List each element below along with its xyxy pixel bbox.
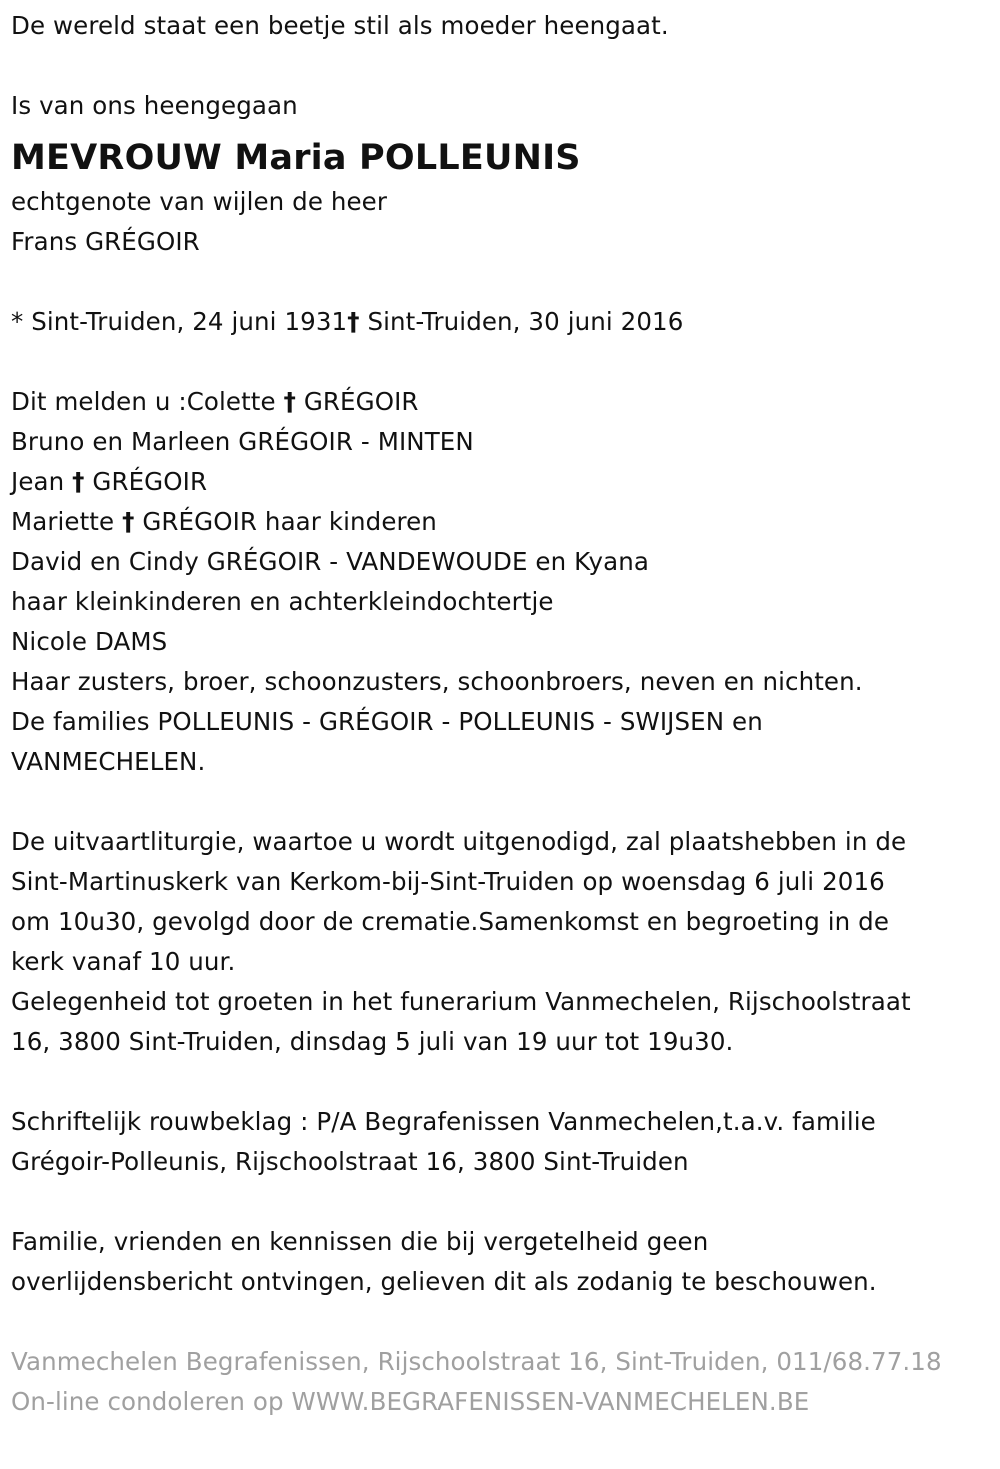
announcement-text: Is van ons heengegaan [11, 91, 298, 120]
family-line-3-prefix: Jean [11, 467, 73, 496]
family-line-4-prefix: Mariette [11, 507, 123, 536]
family-line-10: VANMECHELEN. [11, 747, 206, 776]
footer [11, 1342, 995, 1422]
family-line-3 [11, 462, 995, 502]
opening-text: De wereld staat een beetje stil als moeder heengaat. [11, 11, 669, 40]
obituary-notice [11, 6, 995, 1422]
family-line-9: De families POLLEUNIS - GRÉGOIR - POLLEUNIS - SWIJSEN en [11, 707, 763, 736]
family-line-4-suffix: GRÉGOIR haar kinderen [134, 507, 437, 536]
family-line-6: haar kleinkinderen en achterkleindochtertje [11, 587, 554, 616]
deceased-name: MEVROUW Maria POLLEUNIS [11, 138, 581, 178]
condolence-line-2: Grégoir-Polleunis, Rijschoolstraat 16, 3800 Sint-Truiden [11, 1147, 689, 1176]
ceremony-line-3: om 10u30, gevolgd door de crematie.Samenkomst en begroeting in de [11, 907, 889, 936]
family-line-1-prefix: Dit melden u :Colette [11, 387, 284, 416]
closing-line-2: overlijdensbericht ontvingen, gelieven dit als zodanig te beschouwen. [11, 1267, 877, 1296]
ceremony-line-2: Sint-Martinuskerk van Kerkom-bij-Sint-Truiden op woensdag 6 juli 2016 [11, 867, 885, 896]
ceremony-line-1: De uitvaartliturgie, waartoe u wordt uitgenodigd, zal plaatshebben in de [11, 827, 907, 856]
birth-text: * Sint-Truiden, 24 juni 1931 [11, 307, 348, 336]
spacer [11, 1182, 995, 1222]
closing-line-1: Familie, vrienden en kennissen die bij vergetelheid geen [11, 1227, 709, 1256]
spacer [11, 1062, 995, 1102]
family-line-8: Haar zusters, broer, schoonzusters, schoonbroers, neven en nichten. [11, 667, 863, 696]
spouse-line-1: echtgenote van wijlen de heer [11, 187, 388, 216]
cross-icon: † [283, 387, 296, 416]
dates-line [11, 302, 995, 342]
footer-address: Vanmechelen Begrafenissen, Rijschoolstraat 16, Sint-Truiden, 011/68.77.18 [11, 1347, 942, 1376]
cross-icon: † [347, 307, 360, 336]
spacer [11, 1302, 995, 1342]
family-line-1-suffix: GRÉGOIR [295, 387, 419, 416]
ceremony-line-4: kerk vanaf 10 uur. [11, 947, 236, 976]
condolence-line-1: Schriftelijk rouwbeklag : P/A Begrafenissen Vanmechelen,t.a.v. familie [11, 1107, 876, 1136]
cross-icon: † [72, 467, 85, 496]
spacer [11, 262, 995, 302]
ceremony-line-6: 16, 3800 Sint-Truiden, dinsdag 5 juli van 19 uur tot 19u30. [11, 1027, 734, 1056]
spacer [11, 782, 995, 822]
footer-condolence-link: On-line condoleren op WWW.BEGRAFENISSEN-VANMECHELEN.BE [11, 1387, 810, 1416]
ceremony-line-5: Gelegenheid tot groeten in het funerarium Vanmechelen, Rijschoolstraat [11, 987, 911, 1016]
family-line-7: Nicole DAMS [11, 627, 168, 656]
family-line-4 [11, 502, 995, 542]
spacer [11, 342, 995, 382]
family-line-5: David en Cindy GRÉGOIR - VANDEWOUDE en Kyana [11, 547, 649, 576]
family-line-1 [11, 382, 995, 422]
spacer [11, 46, 995, 86]
death-text: Sint-Truiden, 30 juni 2016 [359, 307, 684, 336]
family-line-3-suffix: GRÉGOIR [84, 467, 208, 496]
family-line-2: Bruno en Marleen GRÉGOIR - MINTEN [11, 427, 474, 456]
spouse-line-2: Frans GRÉGOIR [11, 227, 200, 256]
cross-icon: † [122, 507, 135, 536]
